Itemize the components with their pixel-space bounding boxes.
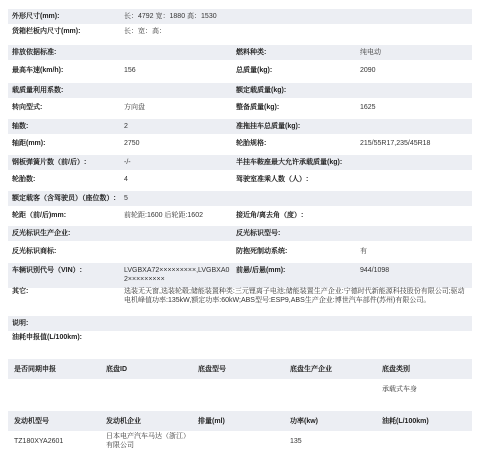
note-label: 说明:	[12, 320, 29, 327]
wheelbase-value: 2750	[124, 140, 140, 147]
engine-table	[8, 411, 472, 451]
vin-value: LVGBXA72×××××××××,LVGBXA02×××××××××	[124, 267, 230, 283]
speed-value: 156	[124, 67, 136, 74]
tire-value: 215/55R17,235/45R18	[360, 140, 431, 147]
steering-label: 转向型式:	[12, 104, 43, 111]
chassis-table	[8, 359, 472, 399]
row-other	[8, 287, 472, 315]
spring-label: 钢板弹簧片数（前/后）:	[12, 159, 87, 166]
chassis-data-cell: 承载式车身	[382, 385, 417, 393]
fuel-label: 燃料种类:	[236, 49, 267, 56]
trailer-label: 准拖挂车总质量(kg):	[236, 123, 301, 130]
spring-value: -/-	[124, 159, 131, 166]
rated-load-label: 额定载质量(kg):	[236, 87, 287, 94]
track-label: 轮距（前/后)mm:	[12, 212, 67, 219]
chassis-header-cell: 底盘生产企业	[290, 365, 332, 373]
overhang-label: 前悬/后悬(mm):	[236, 267, 286, 274]
row-consumption	[8, 333, 472, 345]
row-dimensions	[8, 9, 472, 24]
vin-label: 车辆识别代号（VIN）:	[12, 267, 82, 274]
row-load	[8, 83, 472, 98]
overhang-value: 944/1098	[360, 267, 390, 274]
chassis-header-row	[8, 359, 472, 379]
row-reflector-company	[8, 226, 472, 241]
load-util-label: 载质量利用系数:	[12, 87, 64, 94]
row-steering-curb	[8, 103, 472, 115]
cargo-label: 货箱栏板内尺寸(mm):	[12, 28, 81, 35]
row-cargo-dimensions	[8, 27, 472, 39]
cab-label: 驾驶室准乘人数（人）:	[236, 176, 309, 183]
abs-label: 防抱死制动系统:	[236, 248, 288, 255]
total-mass-label: 总质量(kg):	[236, 67, 273, 74]
row-axles-trailer	[8, 119, 472, 134]
row-reflector-brand-abs	[8, 247, 472, 259]
row-emission-fuel	[8, 45, 472, 60]
emission-label: 排放依据标准:	[12, 49, 57, 56]
saddle-label: 半挂车鞍座最大允许承载质量(kg):	[236, 159, 343, 166]
chassis-header-cell: 底盘ID	[106, 365, 127, 373]
row-wheelbase-tire	[8, 139, 472, 151]
chassis-header-cell: 是否同期申报	[14, 365, 56, 373]
engine-header-cell: 油耗(L/100km)	[382, 417, 429, 425]
engine-data-cell: TZ180XYA2601	[14, 437, 64, 445]
passengers-label: 额定载客（含驾驶员）（座位数）:	[12, 195, 116, 202]
axles-value: 2	[124, 123, 128, 130]
speed-label: 最高车速(km/h):	[12, 67, 64, 74]
chassis-header-cell: 底盘类别	[382, 365, 410, 373]
abs-value: 有	[360, 248, 367, 255]
reflector-company-label: 反光标识生产企业:	[12, 230, 71, 237]
engine-header-cell: 排量(ml)	[198, 417, 225, 425]
engine-header-cell: 功率(kw)	[290, 417, 318, 425]
tire-label: 轮胎规格:	[236, 140, 267, 147]
total-mass-value: 2090	[360, 67, 376, 74]
reflector-brand-label: 反光标识商标:	[12, 248, 57, 255]
angle-label: 接近角/离去角（度）:	[236, 212, 304, 219]
chassis-data-row	[8, 379, 472, 399]
row-passengers	[8, 191, 472, 206]
track-value: 前轮距:1600 后轮距:1602	[124, 212, 203, 219]
dimensions-value: 长：4792 宽：1880 高：1530	[124, 13, 217, 20]
tires-count-value: 4	[124, 176, 128, 183]
dimensions-label: 外形尺寸(mm):	[12, 13, 60, 20]
engine-header-cell: 发动机企业	[106, 417, 141, 425]
row-spring-saddle	[8, 155, 472, 170]
engine-data-cell: 日本电产汽车马达（浙江）有限公司	[106, 433, 190, 449]
engine-data-row	[8, 431, 472, 451]
cargo-value: 长：宽：高：	[124, 28, 166, 35]
other-value: 选装无天窗,选装轮毂;储能装置种类:三元锂离子电池;储能装置生产企业:宁德时代新能源科技股份有限公司;驱动电机峰值功率:135kW,额定功率:60kW;ABS型号:ESP9,ABS生产企业:博世汽车部件(苏州)有限公司。	[124, 288, 465, 304]
axles-label: 轴数:	[12, 123, 29, 130]
other-label: 其它:	[12, 288, 29, 295]
row-speed-mass	[8, 66, 472, 78]
reflector-model-label: 反光标识型号:	[236, 230, 281, 237]
row-vin-overhang	[8, 263, 472, 288]
curb-label: 整备质量(kg):	[236, 104, 280, 111]
steering-value: 方向盘	[124, 104, 145, 111]
engine-header-row	[8, 411, 472, 431]
row-note	[8, 316, 472, 331]
curb-value: 1625	[360, 104, 376, 111]
fuel-value: 纯电动	[360, 49, 381, 56]
wheelbase-label: 轴距(mm):	[12, 140, 46, 147]
chassis-header-cell: 底盘型号	[198, 365, 226, 373]
engine-header-cell: 发动机型号	[14, 417, 49, 425]
engine-data-cell: 135	[290, 437, 302, 445]
passengers-value: 5	[124, 195, 128, 202]
consumption-label: 油耗申报值(L/100km):	[12, 334, 83, 341]
row-tires-cab	[8, 175, 472, 187]
tires-count-label: 轮胎数:	[12, 176, 36, 183]
row-track-angle	[8, 211, 472, 223]
